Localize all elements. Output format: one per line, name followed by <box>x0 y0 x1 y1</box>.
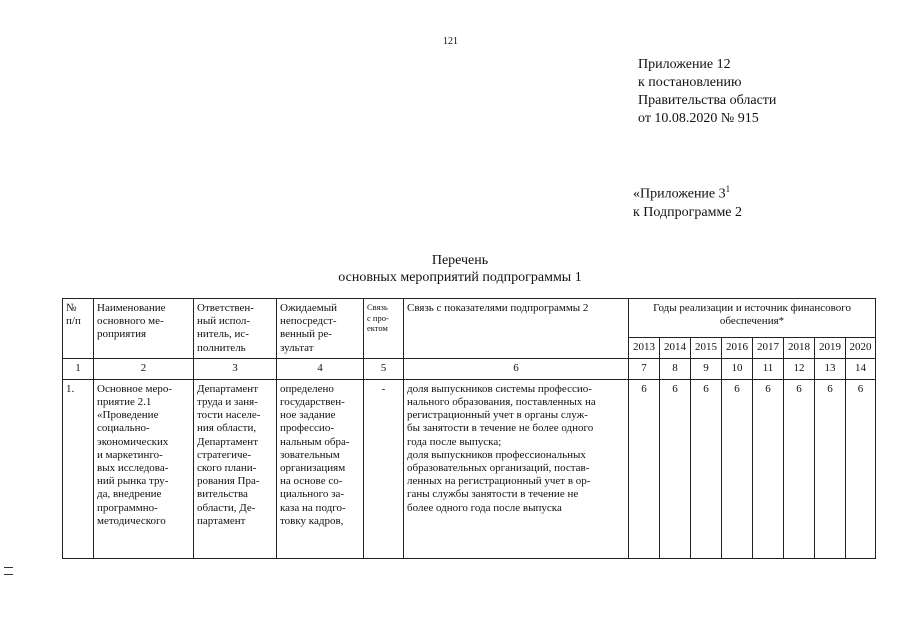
column-number: 4 <box>277 358 364 379</box>
appendix2-line-1 <box>633 180 742 204</box>
year-header: 2020 <box>846 338 876 359</box>
row-year-value: 6 <box>691 379 722 558</box>
row-year-value: 6 <box>753 379 784 558</box>
page-number: 121 <box>443 36 458 47</box>
row-year-value: 6 <box>722 379 753 558</box>
header-row <box>63 299 876 338</box>
column-number: 11 <box>753 358 784 379</box>
appendix-line: от 10.08.2020 № 915 <box>638 111 759 126</box>
appendix-line: Приложение 12 <box>638 57 731 72</box>
year-header: 2017 <box>753 338 784 359</box>
year-header: 2019 <box>815 338 846 359</box>
row-expected: определено государствен- ное задание профессио- нальным обра- зовательным организациям на основе со- циального за- каза на подго- товку кадров, <box>277 379 364 558</box>
year-header: 2018 <box>784 338 815 359</box>
title-line-2: основных мероприятий подпрограммы 1 <box>338 270 582 285</box>
appendix2-line-2: к Подпрограмме 2 <box>633 204 743 220</box>
column-number-row <box>63 358 876 379</box>
row-year-value: 6 <box>846 379 876 558</box>
year-header: 2013 <box>629 338 660 359</box>
header-name: Наименование основного ме- роприятия <box>94 299 194 359</box>
row-project: - <box>364 379 404 558</box>
appendix-subheader <box>633 180 742 222</box>
column-number: 10 <box>722 358 753 379</box>
header-num: № п/п <box>63 299 94 359</box>
appendix2-superscript: 1 <box>725 184 731 194</box>
column-number: 14 <box>846 358 876 379</box>
year-header: 2014 <box>660 338 691 359</box>
year-header: 2015 <box>691 338 722 359</box>
header-indicators: Связь с показателями подпрограммы 2 <box>404 299 629 359</box>
column-number: 13 <box>815 358 846 379</box>
table-row <box>63 379 876 558</box>
column-number: 5 <box>364 358 404 379</box>
row-year-value: 6 <box>784 379 815 558</box>
row-responsible: Департамент труда и заня- тости населе- ния области, Департамент стратегиче- ского плани- рования Пра- вительства области, Де- партамент <box>194 379 277 558</box>
row-year-value: 6 <box>660 379 691 558</box>
row-name: Основное меро- приятие 2.1 «Проведение социально- экономических и маркетинго- вых исследова- ний рынка тру- да, внедрение программно- методического <box>94 379 194 558</box>
row-year-value: 6 <box>629 379 660 558</box>
year-header: 2016 <box>722 338 753 359</box>
appendix-line: к постановлению <box>638 75 742 90</box>
title-line-1: Перечень <box>431 253 489 268</box>
row-indicators: доля выпускников системы профессио- нального образования, поставленных на регистрационный учет в органы служ- бы занятости в течение не более одного года после выпуска; доля выпускников профессиональных образовательных организаций, постав- ленных на регистрационный учет в ор- ганы службы занятости в течение не более одного года после выпуска <box>404 379 629 558</box>
column-number: 9 <box>691 358 722 379</box>
column-number: 2 <box>94 358 194 379</box>
column-number: 1 <box>63 358 94 379</box>
header-expected: Ожидаемый непосредст- венный ре- зультат <box>277 299 364 359</box>
column-number: 8 <box>660 358 691 379</box>
column-number: 7 <box>629 358 660 379</box>
document-title <box>250 252 670 286</box>
header-years-group: Годы реализации и источник финансового обеспечения* <box>629 299 876 338</box>
appendix-header <box>638 56 776 128</box>
column-number: 12 <box>784 358 815 379</box>
appendix2-prefix: «Приложение 3 <box>633 186 726 202</box>
appendix-line: Правительства области <box>638 93 777 108</box>
margin-mark <box>4 567 13 575</box>
header-responsible: Ответствен- ный испол- нитель, ис- полнитель <box>194 299 277 359</box>
row-year-value: 6 <box>815 379 846 558</box>
row-num: 1. <box>63 379 94 558</box>
header-project: Связь с про- ектом <box>364 299 404 359</box>
column-number: 6 <box>404 358 629 379</box>
column-number: 3 <box>194 358 277 379</box>
measures-table <box>62 298 876 559</box>
